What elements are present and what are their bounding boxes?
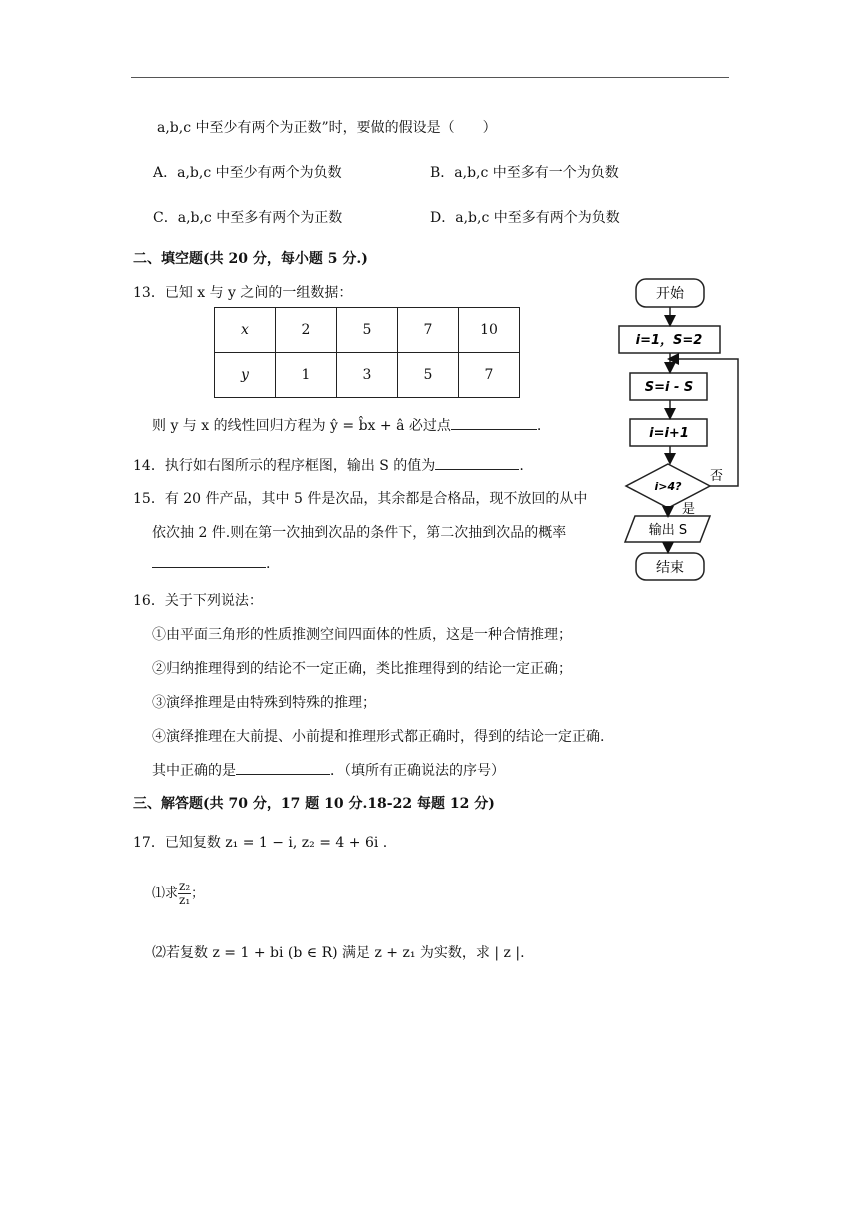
table-cell: x — [215, 308, 276, 353]
q15-line2: 依次抽 2 件.则在第一次抽到次品的条件下，第二次抽到次品的概率 — [152, 525, 567, 541]
flowchart-no-label: 否 — [710, 469, 724, 484]
section3-title: 三、解答题(共 70 分，17 题 10 分.18-22 每题 12 分) — [133, 796, 495, 812]
period: . — [536, 418, 542, 434]
option-text: a,b,c 中至多有一个为负数 — [454, 165, 619, 181]
q16-answer-prefix: 其中正确的是 — [152, 763, 236, 779]
q16-item-2: ②归纳推理得到的结论不一定正确，类比推理得到的结论一定正确； — [152, 661, 572, 677]
table-row — [215, 353, 520, 398]
q14 — [133, 455, 524, 475]
flowchart-end-label: 结束 — [656, 560, 684, 576]
period: . — [266, 556, 271, 572]
flowchart-init-label: i=1，S=2 — [635, 333, 703, 348]
q17-part1-suffix: ； — [191, 886, 205, 901]
section2-title: 二、填空题(共 20 分，每小题 5 分.) — [133, 251, 368, 267]
option-letter: C． — [153, 210, 178, 226]
option-letter: D． — [430, 210, 456, 226]
header-rule — [131, 77, 729, 78]
q13-data-table — [214, 307, 520, 398]
table-cell: 3 — [337, 353, 398, 398]
denominator: z₁ — [179, 893, 191, 907]
q16-answer — [152, 760, 505, 780]
q12-stem: a,b,c 中至少有两个为正数”时，要做的假设是（ ） — [157, 120, 497, 136]
flowchart — [612, 276, 772, 596]
q16-stem: 16．关于下列说法： — [133, 593, 263, 609]
q12-option-b — [430, 162, 619, 182]
table-cell: y — [215, 353, 276, 398]
flowchart-condition-label: i>4? — [654, 480, 682, 493]
table-cell: 10 — [459, 308, 520, 353]
table-row — [215, 308, 520, 353]
numerator: z₂ — [179, 879, 191, 893]
q17-part1 — [152, 880, 204, 907]
q15-line3 — [152, 556, 270, 572]
answer-blank[interactable] — [152, 567, 266, 568]
q15-line1: 15．有 20 件产品，其中 5 件是次品，其余都是合格品，现不放回的从中 — [133, 491, 588, 507]
q17-stem: 17．已知复数 z₁ = 1 − i, z₂ = 4 + 6i . — [133, 835, 388, 851]
fraction — [178, 880, 191, 907]
q16-item-1: ①由平面三角形的性质推测空间四面体的性质，这是一种合情推理； — [152, 627, 572, 643]
q14-text: 14．执行如右图所示的程序框图，输出 S 的值为 — [133, 458, 436, 474]
q16-answer-suffix: ．（填所有正确说法的序号） — [330, 763, 505, 779]
option-letter: B． — [430, 165, 455, 181]
q16-item-4: ④演绎推理在大前提、小前提和推理形式都正确时，得到的结论一定正确. — [152, 729, 605, 745]
q13-regression-text: 则 y 与 x 的线性回归方程为 ŷ = b̂x + â 必过点 — [152, 418, 451, 434]
table-cell: 5 — [337, 308, 398, 353]
period: . — [519, 458, 524, 474]
flowchart-increment-label: i=i+1 — [649, 426, 689, 441]
q12-option-d — [430, 207, 620, 227]
table-cell: 7 — [459, 353, 520, 398]
flowchart-yes-label: 是 — [682, 502, 696, 517]
answer-blank[interactable] — [236, 774, 330, 775]
flowchart-loop-arrow — [670, 359, 738, 486]
flowchart-output-label: 输出 S — [648, 523, 688, 538]
option-letter: A． — [153, 165, 178, 181]
table-cell: 2 — [276, 308, 337, 353]
q12-option-a — [153, 162, 342, 182]
table-cell: 1 — [276, 353, 337, 398]
option-text: a,b,c 中至多有两个为负数 — [455, 210, 620, 226]
answer-blank[interactable] — [435, 469, 519, 470]
option-text: a,b,c 中至多有两个为正数 — [177, 210, 343, 226]
q12-option-c — [153, 207, 342, 227]
answer-blank[interactable] — [451, 429, 537, 430]
table-cell: 7 — [398, 308, 459, 353]
q17-part1-prefix: ⑴求 — [152, 886, 179, 901]
flowchart-assign-label: S=i - S — [644, 380, 694, 395]
q17-part2: ⑵若复数 z = 1 + bi (b ∈ R) 满足 z + z₁ 为实数，求 | z |. — [152, 945, 525, 961]
table-cell: 5 — [398, 353, 459, 398]
q13-stem: 13．已知 x 与 y 之间的一组数据： — [133, 285, 353, 301]
q13-regression — [152, 415, 541, 435]
flowchart-start-label: 开始 — [656, 286, 684, 302]
q16-item-3: ③演绎推理是由特殊到特殊的推理； — [152, 695, 376, 711]
option-text: a,b,c 中至少有两个为负数 — [177, 165, 342, 181]
